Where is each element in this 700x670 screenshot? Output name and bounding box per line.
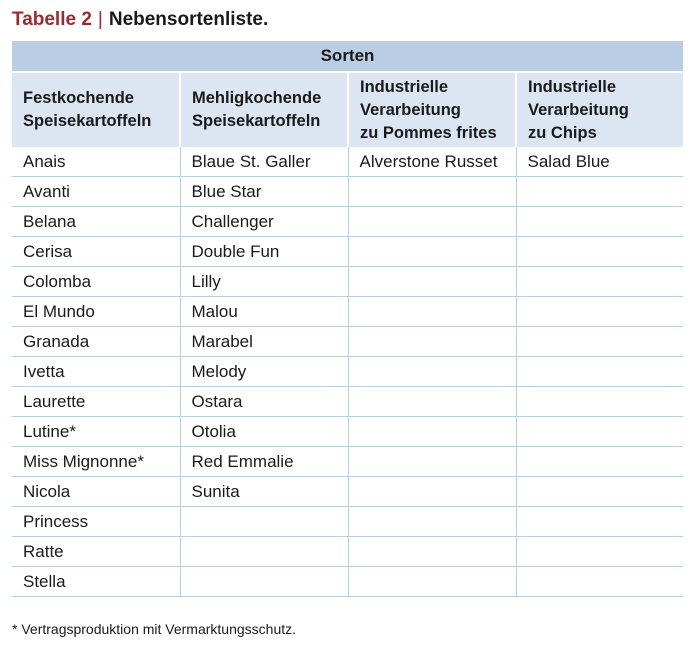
table-cell	[516, 417, 683, 447]
column-header	[12, 72, 180, 147]
table-row	[12, 207, 683, 237]
table-cell: Belana	[12, 207, 180, 237]
table-cell	[516, 447, 683, 477]
table-cell: Ratte	[12, 537, 180, 567]
table-cell	[516, 237, 683, 267]
table-cell	[348, 297, 516, 327]
column-header-row	[12, 72, 683, 147]
table-row	[12, 387, 683, 417]
column-header-line: Verarbeitung	[528, 100, 629, 119]
table-cell: El Mundo	[12, 297, 180, 327]
table-cell	[516, 297, 683, 327]
table-row	[12, 537, 683, 567]
table-cell: Laurette	[12, 387, 180, 417]
table-row	[12, 477, 683, 507]
column-header	[516, 72, 683, 147]
table-number: Tabelle 2	[12, 9, 92, 30]
table-cell	[516, 207, 683, 237]
table-cell: Melody	[180, 357, 348, 387]
table-body	[12, 147, 683, 597]
table-cell: Granada	[12, 327, 180, 357]
table-cell	[348, 537, 516, 567]
column-header-line: zu Chips	[528, 123, 597, 142]
table-cell: Ivetta	[12, 357, 180, 387]
table-title: Nebensortenliste.	[108, 9, 269, 30]
column-header-line: Industrielle	[360, 77, 449, 96]
table-cell	[516, 507, 683, 537]
table-cell: Nicola	[12, 477, 180, 507]
table-cell: Cerisa	[12, 237, 180, 267]
column-header-line: Speisekartoffeln	[192, 112, 321, 130]
variety-table	[12, 41, 683, 597]
table-cell	[348, 387, 516, 417]
table-row	[12, 507, 683, 537]
table-cell	[348, 567, 516, 597]
table-cell	[516, 567, 683, 597]
table-cell	[348, 237, 516, 267]
table-cell	[348, 357, 516, 387]
table-cell	[516, 387, 683, 417]
column-header-line: Speisekartoffeln	[23, 112, 152, 130]
table-cell: Miss Mignonne*	[12, 447, 180, 477]
table-row	[12, 447, 683, 477]
table-cell	[516, 327, 683, 357]
table-cell: Anais	[12, 147, 180, 177]
table-cell: Avanti	[12, 177, 180, 207]
table-cell: Princess	[12, 507, 180, 537]
table-cell: Alverstone Russet	[348, 147, 516, 177]
table-row	[12, 357, 683, 387]
table-cell	[516, 477, 683, 507]
table-cell	[180, 507, 348, 537]
table-cell	[348, 267, 516, 297]
column-header-line: Festkochende	[23, 89, 134, 107]
table-row	[12, 237, 683, 267]
table-cell: Salad Blue	[516, 147, 683, 177]
caption-separator: |	[97, 9, 103, 30]
table-row	[12, 267, 683, 297]
table-row	[12, 327, 683, 357]
table-cell	[516, 267, 683, 297]
table-cell	[516, 537, 683, 567]
table-cell: Blaue St. Galler	[180, 147, 348, 177]
table-cell	[180, 567, 348, 597]
table-cell	[180, 537, 348, 567]
table-cell: Marabel	[180, 327, 348, 357]
table-cell	[348, 207, 516, 237]
table-row	[12, 297, 683, 327]
table-caption	[12, 8, 268, 32]
table-cell: Stella	[12, 567, 180, 597]
table-cell: Lutine*	[12, 417, 180, 447]
table-row	[12, 147, 683, 177]
footnote: * Vertragsproduktion mit Vermarktungsschutz.	[12, 621, 297, 637]
column-header-line: Verarbeitung	[360, 100, 461, 119]
table-cell	[348, 447, 516, 477]
table-cell	[348, 327, 516, 357]
table-cell: Sunita	[180, 477, 348, 507]
column-header-line: Industrielle	[528, 77, 617, 96]
table-cell: Lilly	[180, 267, 348, 297]
table-row	[12, 417, 683, 447]
table-cell	[348, 177, 516, 207]
table-cell: Challenger	[180, 207, 348, 237]
table-cell	[516, 357, 683, 387]
table-row	[12, 567, 683, 597]
table-cell: Otolia	[180, 417, 348, 447]
table-cell: Ostara	[180, 387, 348, 417]
table-row	[12, 177, 683, 207]
table-cell	[348, 507, 516, 537]
table-cell: Double Fun	[180, 237, 348, 267]
column-header-line: Mehligkochende	[192, 89, 322, 107]
table-cell: Colomba	[12, 267, 180, 297]
column-header-line: zu Pommes frites	[360, 123, 497, 142]
table-cell	[348, 417, 516, 447]
table-cell: Malou	[180, 297, 348, 327]
table-cell	[348, 477, 516, 507]
table-cell: Blue Star	[180, 177, 348, 207]
column-header	[180, 72, 348, 147]
group-header: Sorten	[12, 41, 683, 72]
table-cell	[516, 177, 683, 207]
column-header	[348, 72, 516, 147]
table-cell: Red Emmalie	[180, 447, 348, 477]
